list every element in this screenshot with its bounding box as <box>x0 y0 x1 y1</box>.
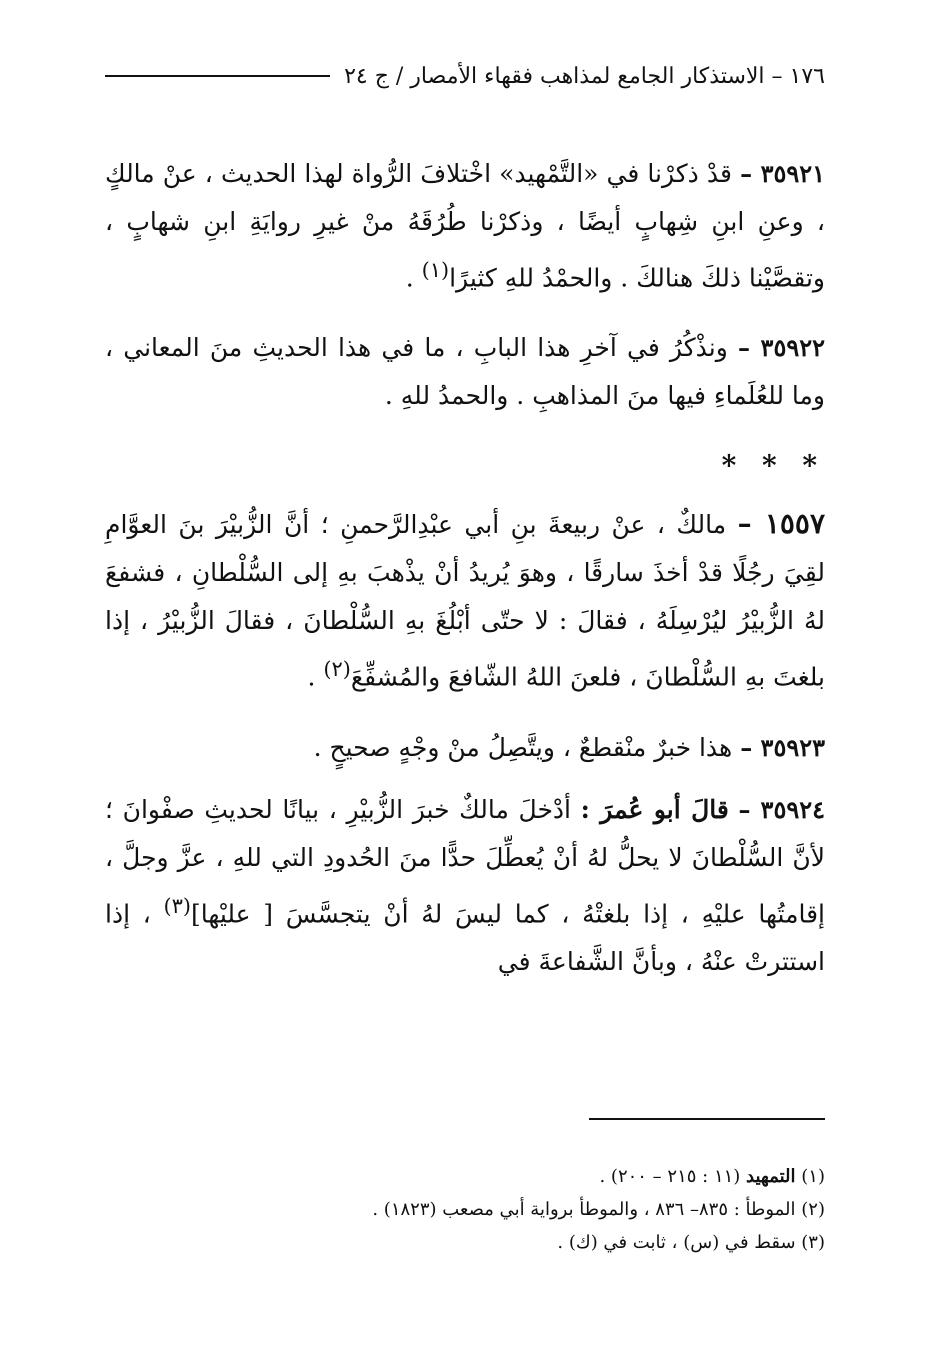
paragraph-text: مالكٌ ، عنْ ربيعةَ بنِ أبي عبْدِالرَّحمنِ ؛ أنَّ الزُّبيْرَ بنَ العوَّامِ لقِيَ رجُلًا قدْ أخذَ سارقًا ، وهوَ يُريدُ أنْ يذْهبَ بهِ إلى السُّلْطانِ ، فشفعَ لهُ الزُّبيْرُ ليُرْسِلَهُ ، فقالَ : لا حتّى أبْلُغَ بهِ السُّلْطانَ ، فقالَ الزُّبيْرُ ، إذا بلغتَ بهِ السُّلْطانَ ، فلعنَ اللهُ الشّافعَ والمُشفِّعَ <box>105 510 825 692</box>
footnote-marker: (٣) <box>801 1232 825 1253</box>
paragraph-text: هذا خبرٌ منْقطعٌ ، ويتَّصِلُ منْ وجْهٍ صحيحٍ . <box>313 732 733 762</box>
paragraph-number: ٣٥٩٢١ – <box>740 159 826 188</box>
paragraph-end: . <box>307 662 324 692</box>
footnote-marker: (١) <box>801 1166 825 1187</box>
footnote-text: الموطأ : ٨٣٥– ٨٣٦ ، والموطأ برواية أبي مصعب (١٨٢٣) . <box>372 1199 802 1220</box>
paragraph-number: ٣٥٩٢٢ – <box>737 333 825 363</box>
footnote-ref: (١) <box>421 258 450 282</box>
footnote-3 <box>105 1226 825 1259</box>
paragraph-number: ٣٥٩٢٣ – <box>740 732 825 762</box>
paragraph-35923 <box>105 724 825 772</box>
paragraph-number: ٣٥٩٢٤ – <box>738 794 825 824</box>
footnote-ref: (٣) <box>163 893 191 918</box>
main-text <box>105 150 825 1008</box>
author-lead: قالَ أبو عُمرَ : <box>580 794 729 824</box>
running-header <box>105 58 825 94</box>
paragraph-end: ، إذا استترتْ عنْهُ ، وبأنَّ الشَّفاعةَ في <box>105 898 825 976</box>
footnote-source: التمهيد <box>746 1166 796 1187</box>
footnote-text: سقط في (س) ، ثابت في (ك) . <box>557 1232 802 1253</box>
paragraph-35922 <box>105 324 825 420</box>
paragraph-35924 <box>105 786 825 986</box>
hadith-number: ١٥٥٧ – <box>737 507 825 541</box>
footnote-2 <box>105 1193 825 1226</box>
header-title: ١٧٦ – الاستذكار الجامع لمذاهب فقهاء الأمصار / ج ٢٤ <box>344 63 825 89</box>
hadith-1557 <box>105 500 825 701</box>
paragraph-text: ونذْكُرُ في آخرِ هذا البابِ ، ما في هذا الحديثِ منَ المعاني ، وما للعُلَماءِ فيها منَ المذاهبِ . والحمدُ للهِ . <box>105 333 825 411</box>
footnote-1 <box>105 1160 825 1193</box>
paragraph-text: قدْ ذكرْنا في «التَّمْهيد» اخْتلافَ الرُّواة لهذا الحديث ، عنْ مالكٍ ، وعنِ ابنِ شِهابٍ أيضًا ، وذكرْنا طُرُقَهُ منْ غيرِ روايَةِ ابنِ شهابٍ ، وتقصَّيْنا ذلكَ هنالكَ . والحمْدُ للهِ كثيرًا <box>105 159 825 293</box>
footnote-ref: (٢) <box>323 657 351 682</box>
paragraph-35921 <box>105 150 825 302</box>
paragraph-end: . <box>405 263 422 293</box>
paragraph-text: أدْخلَ مالكٌ خبرَ الزُّبيْرِ ، بيانًا لحديثِ صفْوانَ ؛ لأنَّ السُّلْطانَ لا يحلُّ لهُ أنْ يُعطِّلَ حدًّا منَ الحُدودِ التي للهِ ، عزَّ وجلَّ ، إقامتُها عليْهِ ، إذا بلغتْهُ ، كما ليسَ لهُ أنْ يتجسَّسَ [ عليْها] <box>105 794 825 928</box>
section-divider: * * * <box>721 449 825 483</box>
footnote-rule <box>589 1118 825 1120</box>
header-rule <box>105 75 330 77</box>
footnotes <box>105 1160 825 1259</box>
footnote-marker: (٢) <box>801 1199 825 1220</box>
footnote-text: (١١ : ٢١٥ – ٢٠٠) . <box>599 1166 747 1187</box>
